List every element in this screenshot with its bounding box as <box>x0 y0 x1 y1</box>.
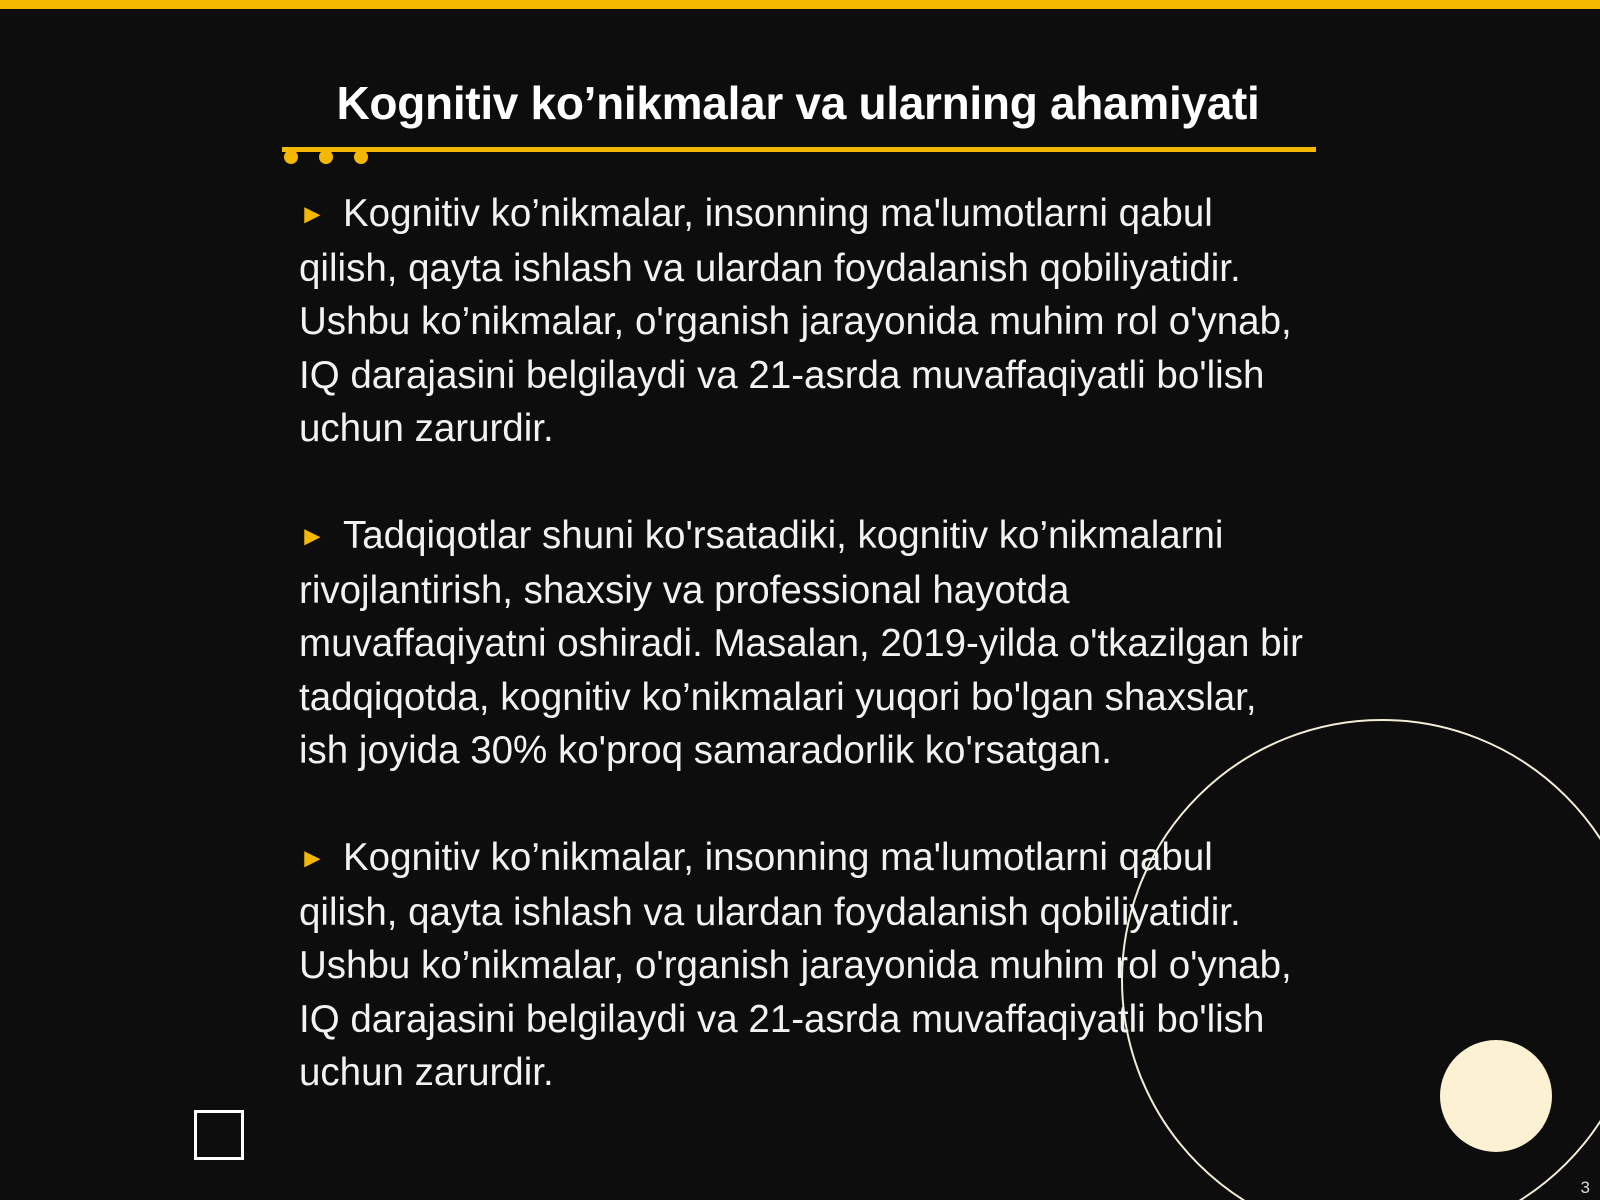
bullet-paragraph <box>299 187 1309 456</box>
triangle-bullet-icon: ► <box>299 521 326 551</box>
decor-square-outline <box>194 1110 244 1160</box>
slide-body <box>299 187 1309 1153</box>
title-underline <box>282 147 1316 152</box>
bullet-paragraph <box>299 831 1309 1100</box>
bullet-paragraph <box>299 509 1309 778</box>
page-number: 3 <box>1580 1178 1590 1197</box>
triangle-bullet-icon: ► <box>299 199 326 229</box>
triangle-bullet-icon: ► <box>299 843 326 873</box>
decor-dot <box>319 150 333 164</box>
paragraph-text: Tadqiqotlar shuni ko'rsatadiki, kognitiv ko’nikmalarni rivojlantirish, shaxsiy va professional hayotda muvaffaqiyatni oshiradi. Masalan, 2019-yilda o'tkazilgan bir tadqiqotda, kognitiv ko’nikmalari yuqori bo'lgan shaxslar, ish joyida 30% ko'proq samaradorlik ko'rsatgan. <box>299 514 1303 772</box>
top-accent-bar <box>0 0 1600 9</box>
paragraph-text: Kognitiv ko’nikmalar, insonning ma'lumotlarni qabul qilish, qayta ishlash va ulardan foydalanish qobiliyatidir. Ushbu ko’nikmalar, o'rganish jarayonida muhim rol o'ynab, IQ darajasini belgilaydi va 21-asrda muvaffaqiyatli bo'lish uchun zarurdir. <box>299 192 1292 450</box>
paragraph-text: Kognitiv ko’nikmalar, insonning ma'lumotlarni qabul qilish, qayta ishlash va ulardan foydalanish qobiliyatidir. Ushbu ko’nikmalar, o'rganish jarayonida muhim rol o'ynab, IQ darajasini belgilaydi va 21-asrda muvaffaqiyatli bo'lish uchun zarurdir. <box>299 836 1292 1094</box>
decor-dot <box>354 150 368 164</box>
decor-dot <box>284 150 298 164</box>
slide-title: Kognitiv ko’nikmalar va ularning ahamiyati <box>336 77 1260 129</box>
decor-filled-circle <box>1440 1040 1552 1152</box>
